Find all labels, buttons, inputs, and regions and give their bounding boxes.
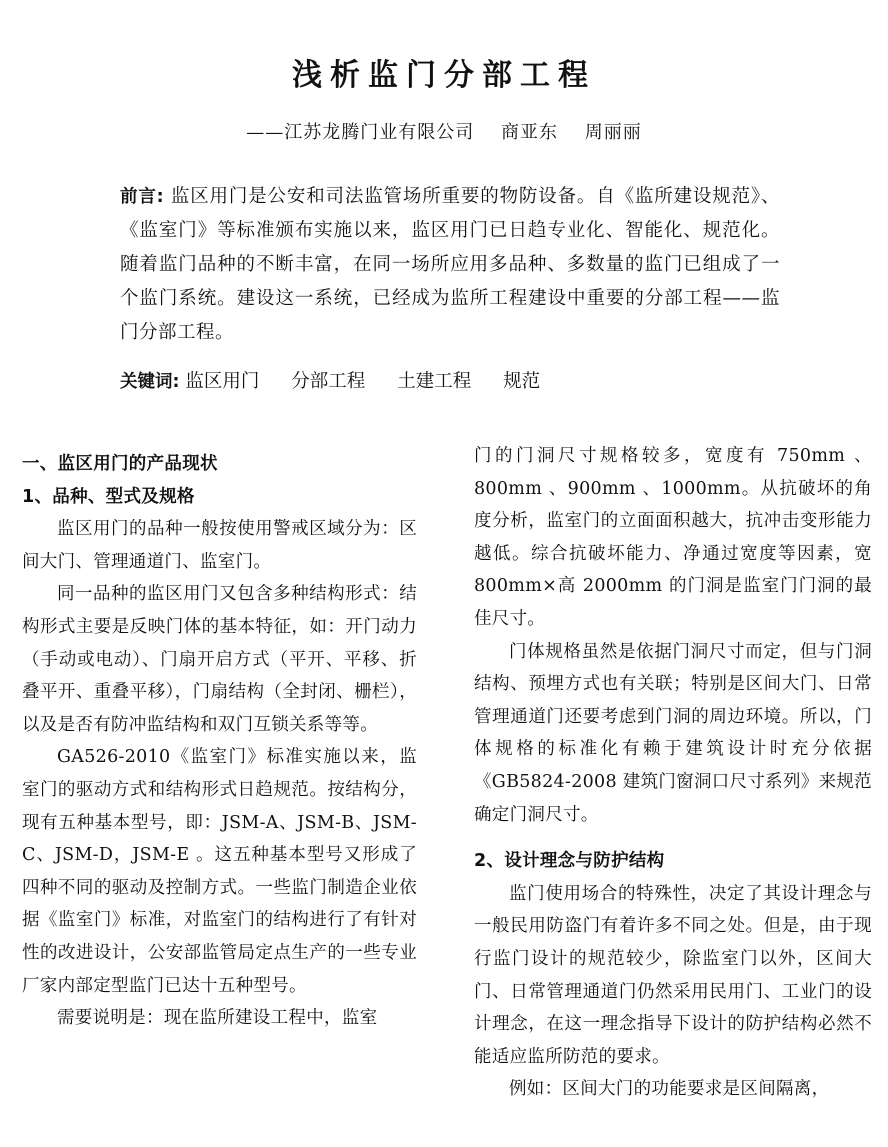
document-title: 浅析监门分部工程	[292, 58, 596, 93]
keyword-item: 土建工程	[397, 371, 472, 392]
keywords-line	[120, 366, 780, 398]
spacer	[474, 831, 872, 845]
keyword-item: 监区用门	[185, 371, 260, 392]
body-paragraph: 需要说明是：现在监所建设工程中，监室	[57, 1008, 378, 1029]
keywords-label: 关键词:	[120, 372, 180, 392]
abstract-paragraph	[120, 180, 780, 350]
body-paragraph: 监门使用场合的特殊性，决定了其设计理念与一般民用防盗门有着许多不同之处。但是，由于现行监门设计的规范较少，除监室门以外，区间大门、日常管理通道门仍然采用民用门、工业门的设计理念，在这一理念指导下设计的防护结构必然不能适应监所防范的要求。	[474, 883, 872, 1067]
byline-author-1: 商亚东	[501, 122, 558, 143]
keyword-item: 分部工程	[291, 371, 366, 392]
subsection-1-heading: 1、品种、型式及规格	[22, 486, 195, 507]
body-paragraph: 门的门洞尺寸规格较多，宽度有 750mm 、800mm 、900mm 、1000mm。从抗破坏的角度分析，监室门的立面面积越大，抗冲击变形能力越低。综合抗破坏能力、净通过宽度等因素，宽 800mm×高 2000mm 的门洞是监室门门洞的最佳尺寸。	[474, 446, 872, 629]
keyword-item: 规范	[503, 371, 541, 392]
body-paragraph: GA526-2010《监室门》标准实施以来，监室门的驱动方式和结构形式日趋规范。按结构分，现有五种基本型号，即：JSM-A、JSM-B、JSM-C、JSM-D，JSM-E 。这五种基本型号又形成了四种不同的驱动及控制方式。一些监门制造企业依据《监室门》标准，对监室门的结构进行了有针对性的改进设计，公安部监管局定点生产的一些专业厂家内部定型监门已达十五种型号。	[22, 747, 417, 996]
body-paragraph: 门体规格虽然是依据门洞尺寸而定，但与门洞结构、预埋方式也有关联；特别是区间大门、日常管理通道门还要考虑到门洞的周边环境。所以，门体规格的标准化有赖于建筑设计时充分依据《GB5824-2008 建筑门窗洞口尺寸系列》来规范确定门洞尺寸。	[474, 641, 872, 825]
right-column	[474, 440, 872, 1106]
abstract-text: 监区用门是公安和司法监管场所重要的物防设备。自《监所建设规范》、《监室门》等标准颁布实施以来，监区用门已日趋专业化、智能化、规范化。随着监门品种的不断丰富，在同一场所应用多品种、多数量的监门已组成了一个监门系统。建设这一系统，已经成为监所工程建设中重要的分部工程——监门分部工程。	[120, 186, 780, 343]
section-1-heading: 一、监区用门的产品现状	[22, 454, 218, 474]
byline	[0, 118, 888, 144]
body-paragraph: 例如：区间大门的功能要求是区间隔离，	[509, 1079, 830, 1100]
byline-company: ——江苏龙腾门业有限公司	[246, 122, 475, 143]
body-paragraph: 同一品种的监区用门又包含多种结构形式：结构形式主要是反映门体的基本特征，如：开门动力（手动或电动）、门扇开启方式（平开、平移、折叠平开、重叠平移），门扇结构（全封闭、栅栏），以及是否有防冲监结构和双门互锁关系等等。	[22, 584, 417, 735]
left-column	[22, 448, 417, 1035]
abstract-label: 前言:	[120, 187, 165, 207]
subsection-2-heading: 2、设计理念与防护结构	[474, 851, 665, 872]
body-paragraph: 监区用门的品种一般按使用警戒区域分为：区间大门、管理通道门、监室门。	[22, 519, 417, 572]
byline-author-2: 周丽丽	[584, 122, 642, 143]
